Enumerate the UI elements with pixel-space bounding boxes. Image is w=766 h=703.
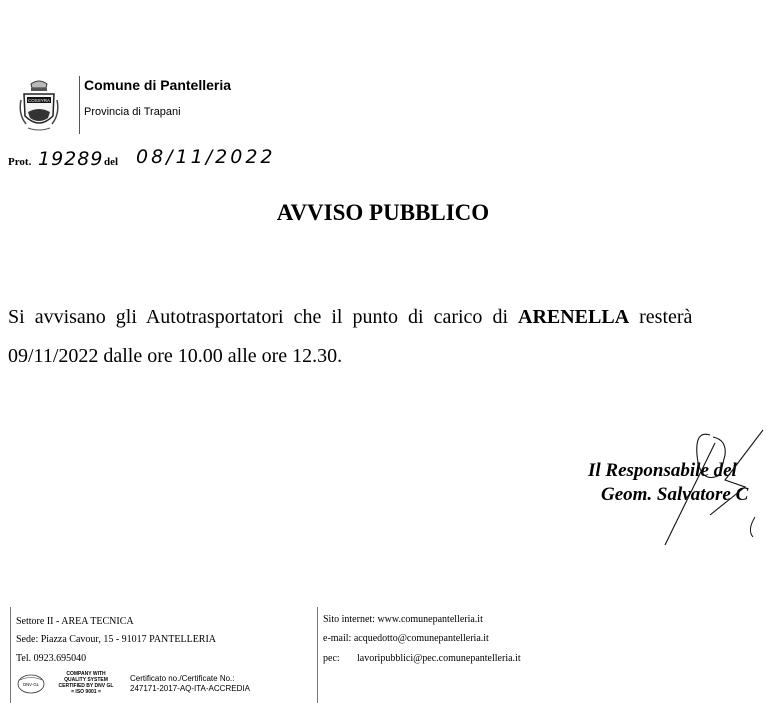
body-word: Si <box>8 306 25 328</box>
certificate-number: 247171-2017-AQ-ITA-ACCREDIA <box>130 684 250 693</box>
svg-text:DNV·GL: DNV·GL <box>23 682 39 687</box>
body-word: il <box>331 306 343 328</box>
place-name: ARENELLA <box>518 306 630 328</box>
body-word: Autotrasportatori <box>145 306 284 328</box>
body-line-1 <box>8 306 697 329</box>
signatory-role: Il Responsabile del <box>588 460 737 481</box>
body-word: di <box>408 306 424 328</box>
dnv-certification-logo <box>16 673 46 695</box>
body-word: che <box>293 306 322 328</box>
footer-column-divider <box>317 607 318 703</box>
body-word: gli <box>115 306 137 328</box>
footer-pec-address: lavoripubblici@pec.comunepantelleria.it <box>357 653 521 664</box>
signatory-name: Geom. Salvatore C <box>601 484 749 505</box>
body-word: di <box>492 306 508 328</box>
footer-left-border <box>10 607 11 703</box>
footer-website: Sito internet: www.comunepantelleria.it <box>323 614 483 625</box>
body-word: avvisano <box>34 306 106 328</box>
footer-phone: Tel. 0923.695040 <box>16 653 87 664</box>
footer-email: e-mail: acquedotto@comunepantelleria.it <box>323 633 489 644</box>
province-name: Provincia di Trapani <box>84 106 181 118</box>
protocol-number: 19289 <box>38 148 104 170</box>
certificate-label: Certificato no./Certificate No.: <box>130 674 235 683</box>
body-word: resterà <box>639 306 693 328</box>
municipal-crest-logo <box>18 78 60 134</box>
body-line-2: 09/11/2022 dalle ore 10.00 alle ore 12.30. <box>8 345 343 367</box>
svg-text:COSSYRA: COSSYRA <box>27 98 51 103</box>
header-divider <box>79 76 80 134</box>
body-word: carico <box>433 306 483 328</box>
footer-address: Sede: Piazza Cavour, 15 - 91017 PANTELLERIA <box>16 634 217 645</box>
protocol-label: Prot. <box>8 156 32 168</box>
document-title: AVVISO PUBBLICO <box>276 200 490 225</box>
protocol-del-label: del <box>104 156 119 168</box>
municipality-name: Comune di Pantelleria <box>84 77 232 93</box>
footer-department: Settore II - AREA TECNICA <box>16 616 134 627</box>
protocol-date: 08/11/2022 <box>136 146 276 168</box>
handwritten-signature <box>655 425 766 550</box>
body-word: punto <box>352 306 399 328</box>
quality-system-mark: COMPANY WITH QUALITY SYSTEM CERTIFIED BY DNV GL = ISO 9001 = <box>58 671 114 695</box>
footer-pec-label: pec: <box>323 653 340 664</box>
